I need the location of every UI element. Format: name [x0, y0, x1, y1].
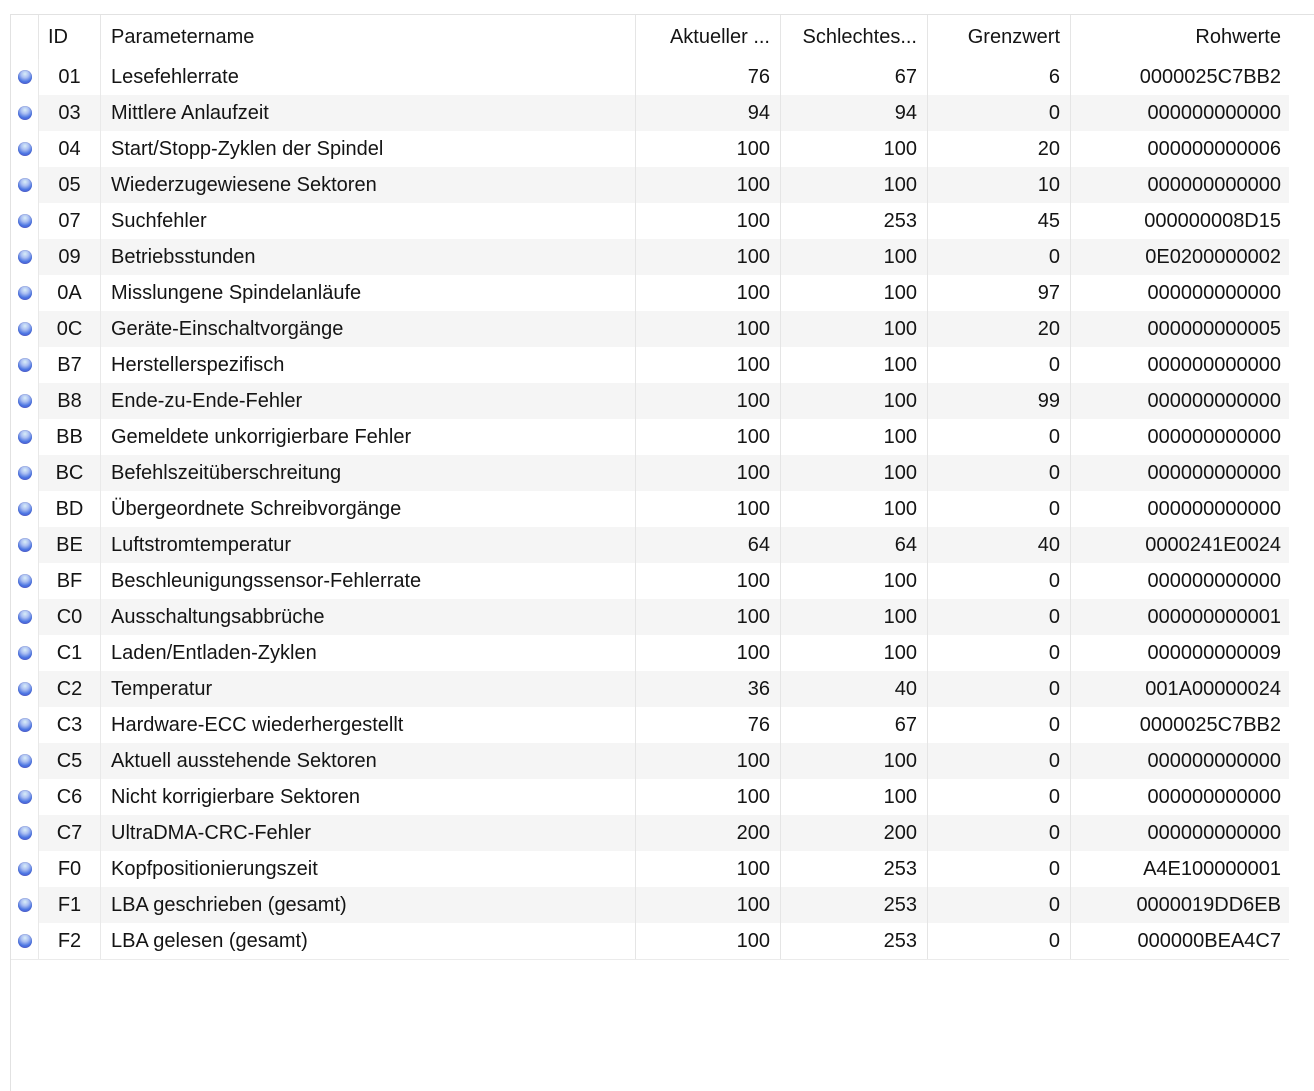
status-cell	[11, 923, 39, 959]
cell-worst: 253	[781, 203, 928, 239]
cell-id: 04	[39, 131, 101, 167]
table-row[interactable]	[11, 743, 1289, 779]
table-row[interactable]	[11, 923, 1289, 959]
status-cell	[11, 527, 39, 563]
cell-id: C3	[39, 707, 101, 743]
status-cell	[11, 311, 39, 347]
cell-current: 100	[636, 635, 781, 671]
cell-current: 64	[636, 527, 781, 563]
table-row[interactable]	[11, 203, 1289, 239]
table-row[interactable]	[11, 95, 1289, 131]
cell-id: B8	[39, 383, 101, 419]
cell-worst: 100	[781, 599, 928, 635]
status-orb-icon	[18, 358, 32, 372]
table-row[interactable]	[11, 239, 1289, 275]
cell-name: Ausschaltungsabbrüche	[101, 599, 636, 635]
status-orb-icon	[18, 322, 32, 336]
cell-raw: 000000000000	[1071, 491, 1289, 527]
cell-id: 0C	[39, 311, 101, 347]
table-row[interactable]	[11, 851, 1289, 887]
cell-current: 100	[636, 383, 781, 419]
status-cell	[11, 167, 39, 203]
status-cell	[11, 59, 39, 95]
cell-raw: A4E100000001	[1071, 851, 1289, 887]
status-cell	[11, 563, 39, 599]
cell-current: 100	[636, 167, 781, 203]
cell-id: BD	[39, 491, 101, 527]
cell-raw: 0000241E0024	[1071, 527, 1289, 563]
cell-name: Luftstromtemperatur	[101, 527, 636, 563]
cell-worst: 100	[781, 131, 928, 167]
status-cell	[11, 743, 39, 779]
column-header-raw[interactable]: Rohwerte	[1071, 15, 1289, 59]
cell-raw: 000000000000	[1071, 779, 1289, 815]
table-row[interactable]	[11, 275, 1289, 311]
cell-id: BF	[39, 563, 101, 599]
cell-raw: 000000000000	[1071, 815, 1289, 851]
cell-worst: 67	[781, 59, 928, 95]
cell-raw: 000000000000	[1071, 455, 1289, 491]
status-cell	[11, 887, 39, 923]
status-cell	[11, 239, 39, 275]
cell-name: Übergeordnete Schreibvorgänge	[101, 491, 636, 527]
cell-current: 100	[636, 275, 781, 311]
cell-current: 100	[636, 491, 781, 527]
status-cell	[11, 491, 39, 527]
cell-name: Laden/Entladen-Zyklen	[101, 635, 636, 671]
cell-threshold: 0	[928, 779, 1071, 815]
cell-worst: 100	[781, 239, 928, 275]
cell-id: BE	[39, 527, 101, 563]
cell-raw: 0000019DD6EB	[1071, 887, 1289, 923]
cell-current: 76	[636, 707, 781, 743]
status-cell	[11, 707, 39, 743]
status-cell	[11, 419, 39, 455]
cell-current: 100	[636, 347, 781, 383]
cell-raw: 001A00000024	[1071, 671, 1289, 707]
status-orb-icon	[18, 898, 32, 912]
cell-threshold: 45	[928, 203, 1071, 239]
table-row[interactable]	[11, 419, 1289, 455]
status-orb-icon	[18, 862, 32, 876]
cell-worst: 253	[781, 923, 928, 959]
cell-threshold: 10	[928, 167, 1071, 203]
table-row[interactable]	[11, 707, 1289, 743]
cell-threshold: 0	[928, 239, 1071, 275]
cell-id: 03	[39, 95, 101, 131]
cell-worst: 100	[781, 275, 928, 311]
cell-id: C6	[39, 779, 101, 815]
cell-current: 94	[636, 95, 781, 131]
cell-threshold: 0	[928, 923, 1071, 959]
status-cell	[11, 635, 39, 671]
cell-worst: 100	[781, 311, 928, 347]
cell-current: 100	[636, 311, 781, 347]
cell-raw: 000000000001	[1071, 599, 1289, 635]
cell-worst: 100	[781, 455, 928, 491]
cell-worst: 253	[781, 851, 928, 887]
cell-threshold: 0	[928, 743, 1071, 779]
cell-threshold: 0	[928, 815, 1071, 851]
cell-id: F0	[39, 851, 101, 887]
cell-id: BB	[39, 419, 101, 455]
table-row[interactable]	[11, 635, 1289, 671]
status-orb-icon	[18, 214, 32, 228]
cell-current: 100	[636, 455, 781, 491]
status-orb-icon	[18, 790, 32, 804]
cell-threshold: 97	[928, 275, 1071, 311]
column-header-name[interactable]: Parametername	[101, 15, 636, 59]
cell-threshold: 0	[928, 707, 1071, 743]
cell-current: 100	[636, 419, 781, 455]
status-cell	[11, 815, 39, 851]
status-cell	[11, 779, 39, 815]
cell-id: 07	[39, 203, 101, 239]
status-orb-icon	[18, 142, 32, 156]
cell-current: 100	[636, 851, 781, 887]
cell-name: Geräte-Einschaltvorgänge	[101, 311, 636, 347]
cell-id: F1	[39, 887, 101, 923]
cell-worst: 100	[781, 779, 928, 815]
cell-worst: 200	[781, 815, 928, 851]
status-cell	[11, 455, 39, 491]
status-orb-icon	[18, 70, 32, 84]
cell-threshold: 0	[928, 455, 1071, 491]
table-row[interactable]	[11, 167, 1289, 203]
cell-threshold: 20	[928, 311, 1071, 347]
cell-raw: 0E0200000002	[1071, 239, 1289, 275]
cell-worst: 100	[781, 635, 928, 671]
table-row[interactable]	[11, 887, 1289, 923]
status-orb-icon	[18, 106, 32, 120]
smart-parameter-panel	[10, 14, 1314, 1091]
cell-threshold: 99	[928, 383, 1071, 419]
cell-name: UltraDMA-CRC-Fehler	[101, 815, 636, 851]
cell-raw: 000000000000	[1071, 383, 1289, 419]
cell-threshold: 0	[928, 491, 1071, 527]
cell-raw: 000000000000	[1071, 95, 1289, 131]
table-row[interactable]	[11, 383, 1289, 419]
cell-worst: 67	[781, 707, 928, 743]
status-orb-icon	[18, 394, 32, 408]
cell-worst: 100	[781, 347, 928, 383]
cell-raw: 000000000009	[1071, 635, 1289, 671]
status-orb-icon	[18, 502, 32, 516]
cell-current: 100	[636, 203, 781, 239]
table-row[interactable]	[11, 491, 1289, 527]
cell-threshold: 0	[928, 95, 1071, 131]
cell-name: Suchfehler	[101, 203, 636, 239]
cell-worst: 100	[781, 383, 928, 419]
cell-threshold: 0	[928, 347, 1071, 383]
column-header-worst[interactable]: Schlechtes...	[781, 15, 928, 59]
cell-current: 36	[636, 671, 781, 707]
cell-current: 100	[636, 239, 781, 275]
smart-parameter-table	[11, 15, 1289, 960]
status-orb-icon	[18, 538, 32, 552]
status-cell	[11, 347, 39, 383]
cell-raw: 0000025C7BB2	[1071, 707, 1289, 743]
cell-name: Kopfpositionierungszeit	[101, 851, 636, 887]
cell-id: C7	[39, 815, 101, 851]
cell-raw: 000000BEA4C7	[1071, 923, 1289, 959]
cell-current: 100	[636, 923, 781, 959]
cell-name: Lesefehlerrate	[101, 59, 636, 95]
cell-raw: 000000000000	[1071, 743, 1289, 779]
cell-id: 05	[39, 167, 101, 203]
status-cell	[11, 203, 39, 239]
column-header-id[interactable]: ID	[39, 15, 101, 59]
cell-threshold: 6	[928, 59, 1071, 95]
cell-threshold: 0	[928, 419, 1071, 455]
cell-threshold: 0	[928, 635, 1071, 671]
cell-id: 09	[39, 239, 101, 275]
cell-current: 100	[636, 887, 781, 923]
cell-worst: 94	[781, 95, 928, 131]
cell-raw: 0000025C7BB2	[1071, 59, 1289, 95]
cell-name: Herstellerspezifisch	[101, 347, 636, 383]
cell-id: C5	[39, 743, 101, 779]
cell-worst: 100	[781, 167, 928, 203]
status-cell	[11, 95, 39, 131]
cell-threshold: 0	[928, 671, 1071, 707]
status-orb-icon	[18, 646, 32, 660]
cell-threshold: 40	[928, 527, 1071, 563]
cell-worst: 100	[781, 491, 928, 527]
table-row[interactable]	[11, 563, 1289, 599]
status-cell	[11, 131, 39, 167]
table-row[interactable]	[11, 779, 1289, 815]
cell-id: C2	[39, 671, 101, 707]
cell-raw: 000000000000	[1071, 167, 1289, 203]
cell-threshold: 0	[928, 887, 1071, 923]
table-row[interactable]	[11, 599, 1289, 635]
cell-current: 100	[636, 599, 781, 635]
cell-name: Temperatur	[101, 671, 636, 707]
cell-threshold: 0	[928, 851, 1071, 887]
cell-name: LBA gelesen (gesamt)	[101, 923, 636, 959]
cell-current: 100	[636, 743, 781, 779]
cell-raw: 000000000000	[1071, 347, 1289, 383]
cell-current: 200	[636, 815, 781, 851]
status-orb-icon	[18, 286, 32, 300]
cell-worst: 100	[781, 563, 928, 599]
cell-id: C1	[39, 635, 101, 671]
cell-id: F2	[39, 923, 101, 959]
cell-name: Gemeldete unkorrigierbare Fehler	[101, 419, 636, 455]
column-header-threshold[interactable]: Grenzwert	[928, 15, 1071, 59]
cell-name: Start/Stopp-Zyklen der Spindel	[101, 131, 636, 167]
cell-worst: 40	[781, 671, 928, 707]
cell-name: LBA geschrieben (gesamt)	[101, 887, 636, 923]
status-orb-icon	[18, 682, 32, 696]
cell-name: Misslungene Spindelanläufe	[101, 275, 636, 311]
status-orb-icon	[18, 250, 32, 264]
status-orb-icon	[18, 934, 32, 948]
table-row[interactable]	[11, 311, 1289, 347]
status-cell	[11, 671, 39, 707]
status-cell	[11, 383, 39, 419]
cell-raw: 000000000000	[1071, 563, 1289, 599]
cell-name: Betriebsstunden	[101, 239, 636, 275]
cell-raw: 000000000000	[1071, 275, 1289, 311]
table-row[interactable]	[11, 131, 1289, 167]
status-cell	[11, 599, 39, 635]
cell-current: 100	[636, 131, 781, 167]
cell-raw: 000000000006	[1071, 131, 1289, 167]
cell-name: Nicht korrigierbare Sektoren	[101, 779, 636, 815]
cell-name: Ende-zu-Ende-Fehler	[101, 383, 636, 419]
cell-current: 100	[636, 779, 781, 815]
cell-raw: 000000000005	[1071, 311, 1289, 347]
cell-name: Mittlere Anlaufzeit	[101, 95, 636, 131]
status-orb-icon	[18, 430, 32, 444]
status-orb-icon	[18, 718, 32, 732]
cell-id: 0A	[39, 275, 101, 311]
status-orb-icon	[18, 754, 32, 768]
cell-name: Aktuell ausstehende Sektoren	[101, 743, 636, 779]
table-row[interactable]	[11, 347, 1289, 383]
status-orb-icon	[18, 178, 32, 192]
status-cell	[11, 275, 39, 311]
cell-worst: 100	[781, 743, 928, 779]
cell-worst: 253	[781, 887, 928, 923]
table-header-row	[11, 15, 1289, 59]
cell-current: 76	[636, 59, 781, 95]
cell-id: 01	[39, 59, 101, 95]
table-row[interactable]	[11, 455, 1289, 491]
column-header-current[interactable]: Aktueller ...	[636, 15, 781, 59]
status-orb-icon	[18, 574, 32, 588]
table-body	[11, 59, 1289, 960]
status-orb-icon	[18, 610, 32, 624]
status-orb-icon	[18, 466, 32, 480]
cell-name: Befehlszeitüberschreitung	[101, 455, 636, 491]
cell-name: Beschleunigungssensor-Fehlerrate	[101, 563, 636, 599]
cell-threshold: 0	[928, 599, 1071, 635]
cell-threshold: 20	[928, 131, 1071, 167]
cell-raw: 000000008D15	[1071, 203, 1289, 239]
cell-raw: 000000000000	[1071, 419, 1289, 455]
cell-worst: 64	[781, 527, 928, 563]
cell-id: B7	[39, 347, 101, 383]
cell-current: 100	[636, 563, 781, 599]
table-row[interactable]	[11, 527, 1289, 563]
cell-id: C0	[39, 599, 101, 635]
cell-threshold: 0	[928, 563, 1071, 599]
status-orb-icon	[18, 826, 32, 840]
cell-name: Hardware-ECC wiederhergestellt	[101, 707, 636, 743]
table-row[interactable]	[11, 815, 1289, 851]
cell-id: BC	[39, 455, 101, 491]
status-cell	[11, 851, 39, 887]
cell-worst: 100	[781, 419, 928, 455]
cell-name: Wiederzugewiesene Sektoren	[101, 167, 636, 203]
table-row[interactable]	[11, 671, 1289, 707]
column-header-status[interactable]	[11, 15, 39, 59]
table-row[interactable]	[11, 59, 1289, 95]
